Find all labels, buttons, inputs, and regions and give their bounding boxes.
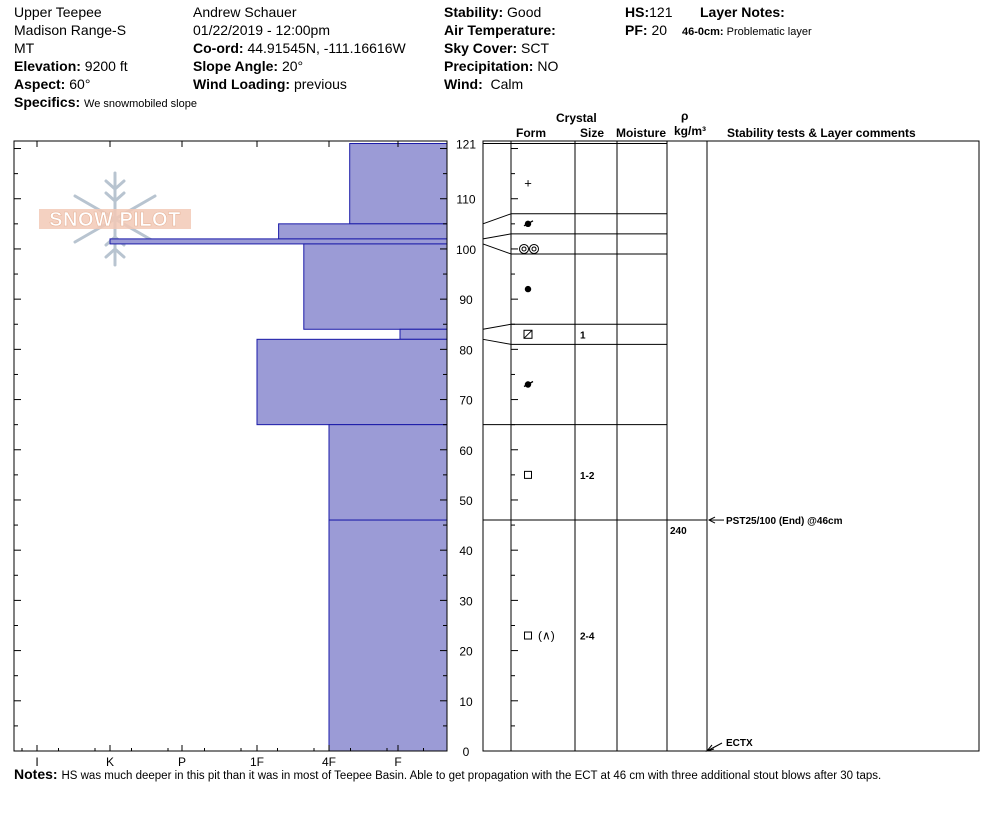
wind-loading-field: Wind Loading: previous	[193, 76, 347, 92]
location-name: Upper Teepee	[14, 4, 102, 20]
hardness-bar-5	[257, 339, 447, 424]
elevation-field: Elevation: 9200 ft	[14, 58, 128, 74]
hardness-label-1F: 1F	[249, 755, 265, 769]
layer-connector-4	[483, 324, 511, 329]
hardness-bar-3	[304, 244, 447, 329]
depth-label-50: 50	[459, 493, 473, 508]
layer-note-entry: 46-0cm: Problematic layer	[682, 26, 812, 38]
crystal-form-symbol-5	[524, 381, 533, 387]
hardness-label-I: I	[35, 755, 39, 769]
wind-field: Wind: Calm	[444, 76, 524, 92]
hs-field: HS:121	[625, 4, 673, 20]
crystal-form-symbol-2	[520, 244, 539, 253]
crystal-form-box	[525, 632, 532, 639]
crystal-form-ring	[530, 244, 539, 253]
rho-header: ρ	[681, 109, 689, 123]
profile-plot-frame	[483, 141, 979, 751]
notes-field: Notes: HS was much deeper in this pit than it was in most of Teepee Basin. Able to get propagation with the ECT at 46 cm with three additional stout blows after 30 taps.	[14, 766, 882, 782]
test-arrow-line	[707, 743, 722, 751]
depth-label-110: 110	[456, 192, 476, 207]
hardness-label-F: F	[394, 755, 402, 769]
layer-connector-2	[483, 234, 511, 239]
crystal-size-1: 1-2	[580, 470, 595, 482]
form-header: Form	[516, 126, 546, 140]
depth-label-121: 121	[455, 137, 477, 152]
depth-label-0: 0	[462, 745, 470, 759]
depth-label-40: 40	[459, 544, 473, 559]
precipitation-field: Precipitation: NO	[444, 58, 559, 74]
crystal-form-ring-inner	[532, 247, 536, 251]
crystal-form-secondary: (∧)	[538, 628, 555, 643]
crystal-form-slash	[524, 330, 532, 338]
crystal-form-symbol-0: +	[524, 175, 532, 191]
hardness-label-P: P	[177, 755, 187, 769]
crystal-size-2: 2-4	[580, 631, 595, 643]
test-label: ECTX	[726, 738, 753, 749]
depth-label-100: 100	[455, 242, 477, 257]
depth-label-70: 70	[459, 393, 473, 408]
state-name: MT	[14, 40, 35, 56]
density-unit-header: kg/m³	[674, 124, 707, 138]
specifics-field: Specifics: We snowmobiled slope	[14, 94, 197, 110]
sky-cover-field: Sky Cover: SCT	[444, 40, 550, 56]
depth-label-90: 90	[459, 293, 473, 308]
hardness-bar-6	[329, 425, 447, 520]
depth-label-80: 80	[459, 343, 473, 358]
coord-field: Co-ord: 44.91545N, -111.16616W	[193, 40, 406, 56]
hardness-label-4F: 4F	[321, 755, 337, 769]
density-value-0: 240	[670, 526, 687, 538]
hardness-label-K: K	[105, 755, 115, 769]
comments-header: Stability tests & Layer comments	[727, 126, 916, 140]
snowpilot-logo	[39, 173, 191, 265]
depth-label-60: 60	[459, 443, 473, 458]
crystal-form-ring-inner	[522, 247, 526, 251]
layer-connector-1	[483, 214, 511, 224]
observer-name: Andrew Schauer	[193, 4, 297, 20]
hardness-bar-7	[329, 520, 447, 751]
layer-notes-title: Layer Notes:	[700, 4, 785, 20]
air-temperature-field: Air Temperature:	[444, 22, 556, 38]
stability-field: Stability: Good	[444, 4, 542, 20]
range-name: Madison Range-S	[14, 22, 127, 38]
layer-connector-5	[483, 339, 511, 344]
aspect-field: Aspect: 60°	[14, 76, 91, 92]
depth-label-30: 30	[459, 594, 473, 609]
crystal-form-symbol-7	[525, 629, 555, 643]
layer-connector-3	[483, 244, 511, 254]
crystal-header: Crystal	[556, 111, 597, 125]
crystal-form-symbol-4	[524, 330, 532, 338]
crystal-size-0: 1	[580, 330, 586, 342]
slope-angle-field: Slope Angle: 20°	[193, 58, 304, 74]
moisture-header: Moisture	[616, 126, 667, 140]
crystal-form-symbol-3	[525, 286, 531, 292]
hardness-bar-2	[110, 239, 447, 244]
crystal-form-ring	[520, 244, 529, 253]
hardness-bar-4	[400, 329, 447, 339]
test-label: PST25/100 (End) @46cm	[726, 516, 843, 528]
depth-label-20: 20	[459, 644, 473, 659]
hardness-bar-1	[279, 224, 447, 239]
stability-test-1	[707, 738, 753, 751]
size-header: Size	[580, 126, 605, 140]
stability-test-0	[709, 516, 843, 527]
hardness-bar-0	[350, 144, 447, 224]
crystal-form-symbol-6	[525, 471, 532, 478]
depth-label-10: 10	[459, 694, 473, 709]
observation-datetime: 01/22/2019 - 12:00pm	[193, 22, 330, 38]
pf-field: PF: 20	[625, 22, 668, 38]
logo-text: SNOW PILOT	[49, 209, 181, 231]
crystal-form-symbol-1	[524, 221, 533, 227]
